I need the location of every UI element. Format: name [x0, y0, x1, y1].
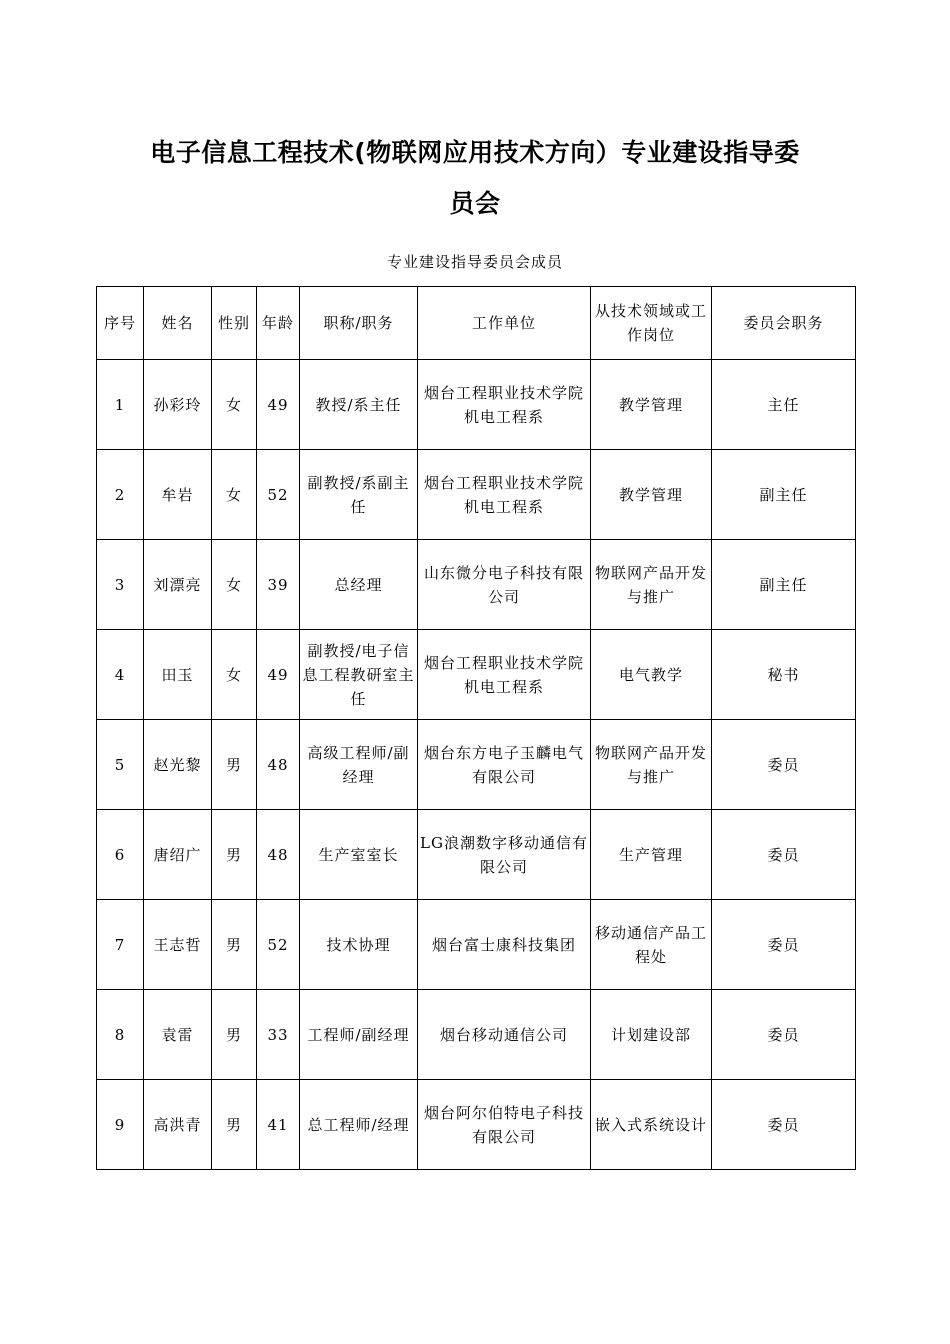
- cell-age: 39: [257, 540, 300, 630]
- cell-field: 计划建设部: [591, 990, 712, 1080]
- cell-index: 2: [97, 450, 144, 540]
- cell-title: 工程师/副经理: [300, 990, 418, 1080]
- cell-gender: 女: [212, 630, 257, 720]
- cell-organization: LG浪潮数字移动通信有限公司: [418, 810, 591, 900]
- cell-title: 技术协理: [300, 900, 418, 990]
- cell-name: 王志哲: [144, 900, 212, 990]
- cell-name: 田玉: [144, 630, 212, 720]
- cell-organization: 山东微分电子科技有限公司: [418, 540, 591, 630]
- cell-committee-role: 秘书: [712, 630, 856, 720]
- cell-name: 刘漂亮: [144, 540, 212, 630]
- cell-organization: 烟台移动通信公司: [418, 990, 591, 1080]
- cell-field: 电气教学: [591, 630, 712, 720]
- cell-gender: 男: [212, 1080, 257, 1170]
- cell-index: 8: [97, 990, 144, 1080]
- cell-index: 7: [97, 900, 144, 990]
- header-title: 职称/职务: [300, 287, 418, 360]
- cell-organization: 烟台工程职业技术学院机电工程系: [418, 630, 591, 720]
- cell-age: 33: [257, 990, 300, 1080]
- table-row: [97, 360, 856, 450]
- cell-gender: 男: [212, 810, 257, 900]
- cell-gender: 男: [212, 900, 257, 990]
- table-row: [97, 540, 856, 630]
- cell-gender: 男: [212, 990, 257, 1080]
- cell-index: 4: [97, 630, 144, 720]
- cell-name: 赵光黎: [144, 720, 212, 810]
- cell-gender: 女: [212, 450, 257, 540]
- document-title-line-2: 员会: [449, 189, 501, 218]
- cell-title: 总经理: [300, 540, 418, 630]
- table-row: [97, 810, 856, 900]
- cell-name: 孙彩玲: [144, 360, 212, 450]
- cell-organization: 烟台工程职业技术学院机电工程系: [418, 450, 591, 540]
- cell-index: 3: [97, 540, 144, 630]
- cell-committee-role: 委员: [712, 720, 856, 810]
- table-row: [97, 630, 856, 720]
- cell-title: 生产室室长: [300, 810, 418, 900]
- cell-field: 教学管理: [591, 360, 712, 450]
- table-row: [97, 720, 856, 810]
- header-committee-role: 委员会职务: [712, 287, 856, 360]
- cell-age: 52: [257, 900, 300, 990]
- cell-organization: 烟台工程职业技术学院机电工程系: [418, 360, 591, 450]
- cell-age: 52: [257, 450, 300, 540]
- cell-age: 48: [257, 720, 300, 810]
- table-row: [97, 900, 856, 990]
- header-index: 序号: [97, 287, 144, 360]
- members-table: [96, 286, 856, 1170]
- cell-title: 总工程师/经理: [300, 1080, 418, 1170]
- header-organization: 工作单位: [418, 287, 591, 360]
- cell-field: 物联网产品开发与推广: [591, 540, 712, 630]
- cell-index: 9: [97, 1080, 144, 1170]
- table-header-row: [97, 287, 856, 360]
- cell-title: 副教授/系副主任: [300, 450, 418, 540]
- cell-committee-role: 委员: [712, 990, 856, 1080]
- document-title-line-1: 电子信息工程技术(物联网应用技术方向）专业建设指导委: [150, 138, 800, 167]
- header-name: 姓名: [144, 287, 212, 360]
- cell-name: 高洪青: [144, 1080, 212, 1170]
- cell-name: 唐绍广: [144, 810, 212, 900]
- cell-committee-role: 副主任: [712, 450, 856, 540]
- cell-age: 49: [257, 630, 300, 720]
- cell-age: 48: [257, 810, 300, 900]
- table-row: [97, 990, 856, 1080]
- cell-field: 嵌入式系统设计: [591, 1080, 712, 1170]
- cell-index: 6: [97, 810, 144, 900]
- cell-committee-role: 委员: [712, 810, 856, 900]
- cell-title: 教授/系主任: [300, 360, 418, 450]
- cell-gender: 女: [212, 360, 257, 450]
- cell-gender: 女: [212, 540, 257, 630]
- cell-committee-role: 委员: [712, 900, 856, 990]
- table-caption: 专业建设指导委员会成员: [386, 253, 563, 271]
- cell-committee-role: 主任: [712, 360, 856, 450]
- header-field: 从技术领域或工作岗位: [591, 287, 712, 360]
- header-gender: 性别: [212, 287, 257, 360]
- cell-field: 教学管理: [591, 450, 712, 540]
- cell-title: 高级工程师/副经理: [300, 720, 418, 810]
- cell-committee-role: 副主任: [712, 540, 856, 630]
- cell-name: 袁雷: [144, 990, 212, 1080]
- header-age: 年龄: [257, 287, 300, 360]
- cell-age: 49: [257, 360, 300, 450]
- cell-field: 移动通信产品工程处: [591, 900, 712, 990]
- cell-organization: 烟台富士康科技集团: [418, 900, 591, 990]
- cell-organization: 烟台阿尔伯特电子科技有限公司: [418, 1080, 591, 1170]
- cell-name: 牟岩: [144, 450, 212, 540]
- table-row: [97, 1080, 856, 1170]
- cell-organization: 烟台东方电子玉麟电气有限公司: [418, 720, 591, 810]
- cell-gender: 男: [212, 720, 257, 810]
- cell-title: 副教授/电子信息工程教研室主任: [300, 630, 418, 720]
- cell-age: 41: [257, 1080, 300, 1170]
- cell-index: 5: [97, 720, 144, 810]
- cell-field: 物联网产品开发与推广: [591, 720, 712, 810]
- cell-index: 1: [97, 360, 144, 450]
- cell-committee-role: 委员: [712, 1080, 856, 1170]
- table-row: [97, 450, 856, 540]
- cell-field: 生产管理: [591, 810, 712, 900]
